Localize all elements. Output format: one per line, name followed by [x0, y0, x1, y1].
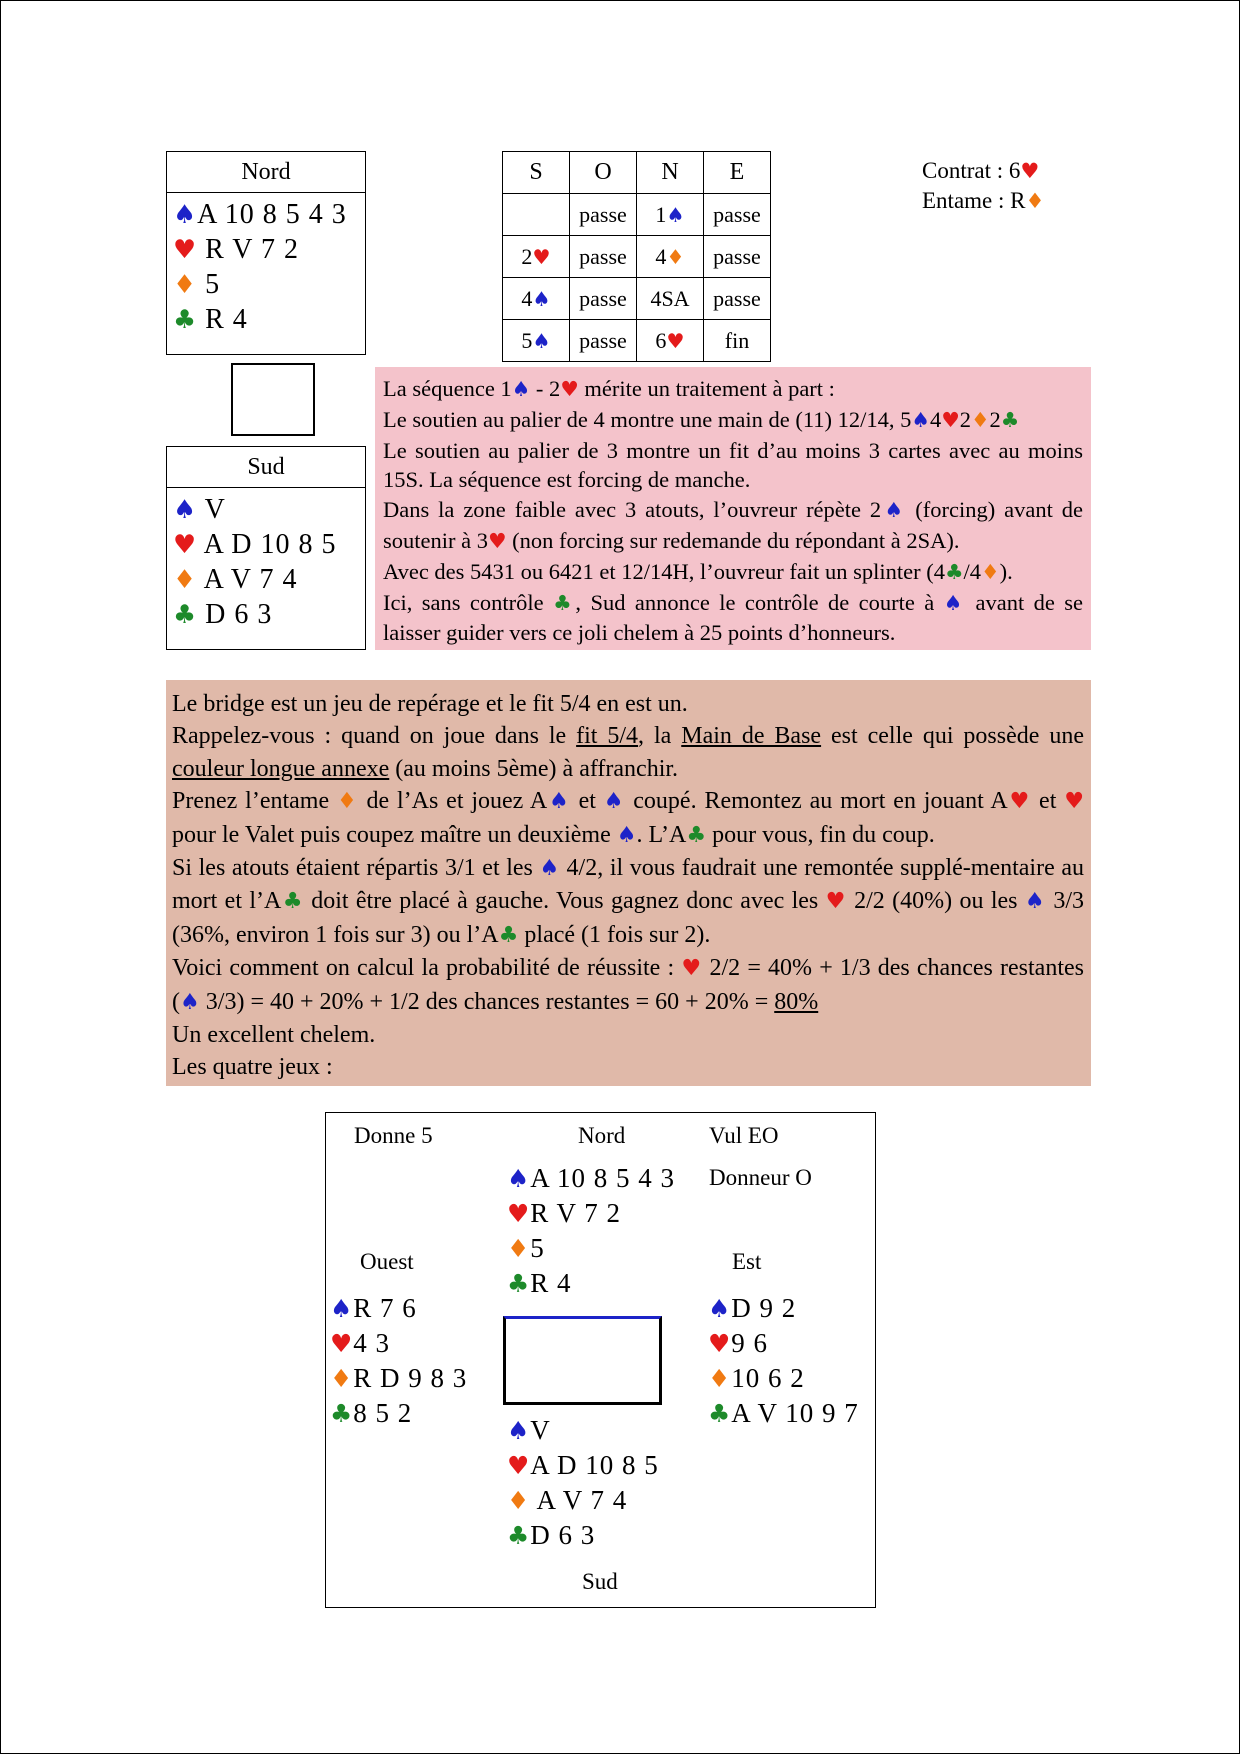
bidding-table — [502, 151, 771, 362]
play-commentary — [166, 680, 1091, 1086]
spade-icon: ♠ — [943, 590, 967, 615]
deal-number: Donne 5 — [354, 1123, 433, 1148]
deal-nord-label: Nord — [578, 1123, 626, 1148]
club-icon: ♣ — [330, 1399, 354, 1428]
nord-diamonds: 5 — [205, 269, 221, 300]
diamond-icon: ♦ — [336, 789, 359, 815]
bid-cell: 2♥ — [503, 236, 570, 278]
sud-hand-title: Sud — [167, 447, 365, 488]
bid-cell: passe — [704, 236, 771, 278]
deal-nord-hand: ♠A 10 8 5 4 3 ♥R V 7 2 ♦5 ♣R 4 — [507, 1163, 676, 1298]
bidding-header-row — [503, 152, 771, 194]
spade-icon: ♠ — [180, 989, 200, 1015]
spade-icon: ♠ — [511, 377, 531, 401]
bidding-header-o: O — [570, 152, 637, 194]
sud-hand-box — [166, 446, 366, 650]
spade-icon: ♠ — [507, 1164, 531, 1193]
deal-est-hand: ♠D 9 2 ♥9 6 ♦10 6 2 ♣A V 10 9 7 — [708, 1293, 859, 1428]
spade-icon: ♠ — [539, 856, 560, 882]
nord-spades-line — [173, 197, 359, 232]
spade-icon: ♠ — [547, 789, 571, 815]
bid-cell: passe — [704, 278, 771, 320]
club-icon: ♣ — [1000, 407, 1020, 432]
diamond-icon: ♦ — [1025, 188, 1045, 213]
bid-cell: passe — [570, 278, 637, 320]
bid-cell: 5♠ — [503, 320, 570, 362]
heart-icon: ♥ — [825, 889, 847, 915]
sud-spades: V — [204, 494, 226, 525]
sud-hearts-line — [173, 527, 359, 562]
nord-clubs-line — [173, 302, 359, 337]
sud-spades-line — [173, 492, 359, 527]
nord-hearts: R V 7 2 — [205, 234, 299, 265]
club-icon: ♣ — [498, 922, 519, 948]
nord-hearts-line — [173, 232, 359, 267]
bidding-header-s: S — [503, 152, 570, 194]
bidding-row — [503, 278, 771, 320]
diamond-icon: ♦ — [173, 565, 198, 595]
commentary-line: Ici, sans contrôle ♣, Sud annonce le contrôle de courte à ♠ avant de se laisser guider vers ce joli chelem à 25 points d’honneurs. — [383, 589, 1084, 646]
contract-info — [922, 156, 1044, 216]
club-icon: ♣ — [507, 1269, 531, 1298]
sud-hearts: A D 10 8 5 — [203, 529, 337, 560]
bid-cell: passe — [570, 236, 637, 278]
diamond-icon: ♦ — [507, 1234, 531, 1263]
heart-icon: ♥ — [532, 244, 551, 269]
spade-icon: ♠ — [603, 789, 626, 815]
commentary-line: Avec des 5431 ou 6421 et 12/14H, l’ouvreur fait un splinter (4♣/4♦). — [383, 558, 1013, 584]
bid-cell — [503, 194, 570, 236]
play-paragraph: Si les atouts étaient répartis 3/1 et les ♠ 4/2, il vous faudrait une remontée supplé-mentaire au mort et l’A♣ doit être placé à gauche. Vous gagnez donc avec les ♥ 2/2 (40%) ou les ♠ 3/3 (36%, environ 1 fois sur 3) ou l’A♣ placé (1 fois sur 2). — [172, 855, 1085, 948]
play-paragraph: Les quatre jeux : — [172, 1054, 333, 1081]
commentary-line: Dans la zone faible avec 3 atouts, l’ouvreur répète 2♠ (forcing) avant de soutenir à 3♥ (non forcing sur redemande du répondant à 2SA). — [383, 497, 1084, 553]
dealer: Donneur O — [709, 1165, 812, 1190]
deal-sud-label: Sud — [582, 1569, 618, 1594]
sud-clubs-line — [173, 597, 359, 632]
bidding-row — [503, 194, 771, 236]
spade-icon: ♠ — [616, 822, 637, 848]
heart-icon: ♥ — [330, 1329, 354, 1358]
spade-icon: ♠ — [173, 495, 198, 525]
diamond-icon: ♦ — [173, 270, 198, 300]
commentary-line: La séquence 1♠ - 2♥ mérite un traitement à part : — [383, 376, 835, 401]
heart-icon: ♥ — [708, 1329, 732, 1358]
club-icon: ♣ — [173, 305, 198, 335]
deal-sud-hand: ♠V ♥A D 10 8 5 ♦ A V 7 4 ♣D 6 3 — [507, 1415, 659, 1550]
bid-cell: passe — [570, 194, 637, 236]
nord-spades: A 10 8 5 4 3 — [197, 199, 347, 230]
spade-icon: ♠ — [507, 1416, 531, 1445]
heart-icon: ♥ — [666, 328, 685, 353]
club-icon: ♣ — [507, 1521, 531, 1550]
play-paragraph: Prenez l’entame ♦ de l’As et jouez A♠ et ♠ coupé. Remontez au mort en jouant A♥ et ♥ pour le Valet puis coupez maître un deuxième ♠. L’A♣ pour vous, fin du coup. — [172, 788, 1085, 848]
heart-icon: ♥ — [173, 530, 198, 560]
deal-diagram — [325, 1112, 876, 1608]
heart-icon: ♥ — [1007, 789, 1032, 815]
sud-diamonds-line — [173, 562, 359, 597]
heart-icon: ♥ — [941, 407, 960, 432]
bid-cell: 1♠ — [637, 194, 704, 236]
heart-icon: ♥ — [1064, 789, 1085, 815]
bidding-row — [503, 236, 771, 278]
club-icon: ♣ — [553, 590, 576, 615]
lead-line: Entame : R♦ — [922, 188, 1045, 213]
spade-icon: ♠ — [1024, 889, 1046, 915]
bid-cell: 6♥ — [637, 320, 704, 362]
spade-icon: ♠ — [330, 1294, 354, 1323]
diamond-icon: ♦ — [330, 1364, 354, 1393]
club-icon: ♣ — [281, 889, 304, 915]
table-square — [231, 363, 315, 436]
spade-icon: ♠ — [911, 407, 930, 432]
nord-hand-title: Nord — [167, 152, 365, 193]
heart-icon: ♥ — [507, 1199, 531, 1228]
spade-icon: ♠ — [666, 202, 685, 227]
table-rectangle — [503, 1316, 662, 1405]
heart-icon: ♥ — [487, 528, 507, 553]
heart-icon: ♥ — [560, 377, 579, 401]
heart-icon: ♥ — [173, 235, 198, 265]
club-icon: ♣ — [686, 822, 707, 848]
bidding-header-e: E — [704, 152, 771, 194]
club-icon: ♣ — [173, 600, 198, 630]
commentary-line: Le soutien au palier de 3 montre un fit d’au moins 3 cartes avec au moins 15S. La séquence est forcing de manche. — [383, 437, 1083, 493]
nord-hand-box — [166, 151, 366, 355]
deal-ouest-label: Ouest — [360, 1249, 414, 1274]
nord-clubs: R 4 — [205, 304, 248, 335]
bid-cell: passe — [570, 320, 637, 362]
spade-icon: ♠ — [708, 1294, 732, 1323]
nord-diamonds-line — [173, 267, 359, 302]
bidding-commentary — [375, 367, 1091, 650]
deal-est-label: Est — [732, 1249, 762, 1274]
diamond-icon: ♦ — [970, 407, 990, 432]
contract-line: Contrat : 6♥ — [922, 158, 1040, 183]
spade-icon: ♠ — [532, 286, 551, 311]
spade-icon: ♠ — [532, 328, 551, 353]
commentary-line: Le soutien au palier de 4 montre une main de (11) 12/14, 5♠4♥2♦2♣ — [383, 406, 1020, 432]
play-paragraph: Rappelez-vous : quand on joue dans le fit 5/4, la Main de Base est celle qui possède une couleur longue annexe (au moins 5ème) à affranchir. — [172, 723, 1085, 782]
vulnerability: Vul EO — [709, 1123, 779, 1148]
bid-cell: 4♠ — [503, 278, 570, 320]
bidding-row — [503, 320, 771, 362]
play-paragraph: Voici comment on calcul la probabilité de réussite : ♥ 2/2 = 40% + 1/3 des chances restantes (♠ 3/3) = 40 + 20% + 1/2 des chances restantes = 60 + 20% = 80% — [172, 955, 1084, 1015]
club-icon: ♣ — [708, 1399, 732, 1428]
spade-icon: ♠ — [173, 200, 198, 230]
bid-cell: 4♦ — [637, 236, 704, 278]
bid-cell: fin — [704, 320, 771, 362]
diamond-icon: ♦ — [708, 1364, 732, 1393]
bid-cell: passe — [704, 194, 771, 236]
sud-diamonds: A V 7 4 — [203, 564, 298, 595]
sud-clubs: D 6 3 — [205, 599, 273, 630]
deal-ouest-hand: ♠R 7 6 ♥4 3 ♦R D 9 8 3 ♣8 5 2 — [330, 1293, 468, 1428]
heart-icon: ♥ — [681, 956, 703, 982]
club-icon: ♣ — [944, 559, 964, 584]
heart-icon: ♥ — [1020, 158, 1040, 183]
play-paragraph: Le bridge est un jeu de repérage et le fit 5/4 en est un. — [172, 691, 688, 717]
spade-icon: ♠ — [881, 498, 907, 523]
diamond-icon: ♦ — [666, 244, 685, 269]
heart-icon: ♥ — [507, 1451, 531, 1480]
bidding-header-n: N — [637, 152, 704, 194]
bid-cell: 4SA — [637, 278, 704, 320]
play-paragraph: Un excellent chelem. — [172, 1022, 376, 1049]
diamond-icon: ♦ — [981, 559, 1000, 584]
diamond-icon: ♦ — [507, 1486, 531, 1515]
